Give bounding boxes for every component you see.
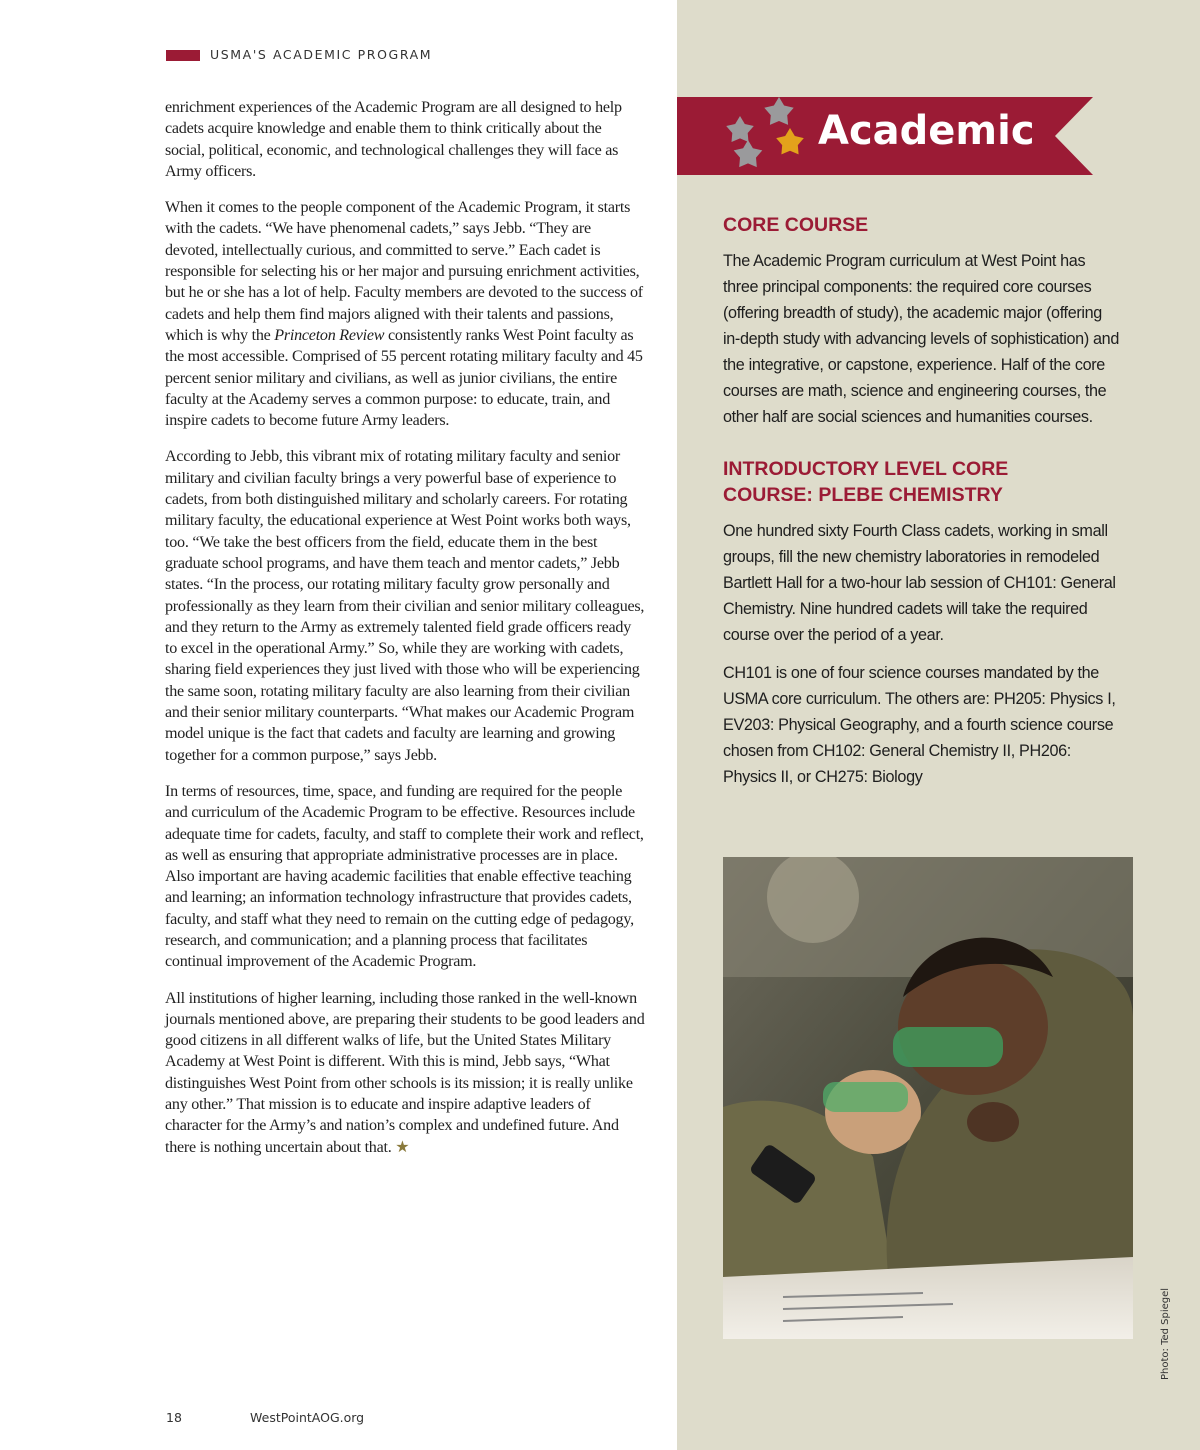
safety-goggles bbox=[823, 1082, 908, 1112]
sidebar-paragraph: CH101 is one of four science courses mandated by the USMA core curriculum. The others are: PH205: Physics I, EV203: Physical Geography, and a fourth science course chosen from CH102: General Chemistry II, PH206: Physics II, or CH275: Biology bbox=[723, 664, 1116, 786]
photo-credit: Photo: Ted Spiegel bbox=[1160, 1287, 1171, 1380]
sidebar-heading: CORE COURSE bbox=[723, 214, 869, 236]
safety-goggles bbox=[893, 1027, 1003, 1067]
article-paragraph: According to Jebb, this vibrant mix of rotating military faculty and senior military and civilian faculty brings a very powerful base of experience to cadets, from both distinguished military and scholarly careers. For rotating military faculty, the educational experience at West Point works both ways, too. “We take the best officers from the field, educate them in the best graduate school programs, and have them teach and mentor cadets,” Jebb states. “In the process, our rotating military faculty grow personally and professionally as they learn from their civilian and senior military colleagues, and they return to the Army as extremely talented field grade officers ready to excel in the operational Army.” So, while they are working with cadets, sharing field experiences they just lived with those who will be experiencing the same soon, rotating military faculty are also learning from their civilian and their senior military counterparts. “What makes our Academic Program model unique is the fact that cadets and faculty are learning and growing together for a common purpose,” says Jebb. bbox=[165, 448, 645, 764]
article-paragraph: enrichment experiences of the Academic Program are all designed to help cadets acquire knowledge and enable them to think critically about the social, political, economic, and technological challenges they will face as Army officers. bbox=[165, 99, 622, 180]
sidebar-content bbox=[723, 212, 1123, 802]
article-paragraph bbox=[165, 988, 645, 1158]
header-accent-bar bbox=[166, 50, 200, 61]
footer-website: WestPointAOG.org bbox=[250, 1410, 365, 1425]
end-star-icon: ★ bbox=[395, 1138, 410, 1156]
banner-title: Academic bbox=[818, 108, 1035, 154]
cadet-hand bbox=[967, 1102, 1019, 1142]
sidebar-paragraph: One hundred sixty Fourth Class cadets, working in small groups, fill the new chemistry laboratories in remodeled Bartlett Hall for a two-hour lab session of CH101: General Chemistry. Nine hundred cadets will take the required course over the period of a year. bbox=[723, 522, 1116, 644]
paragraph-text: When it comes to the people component of the Academic Program, it starts with the cadets. “We have phenomenal cadets,” says Jebb. “They are devoted, intellectually curious, and committed to serve.” Each cadet is responsible for selecting his or her major and pursuing enrichment activities, but he or she has a lot of help. Faculty members are devoted to the success of cadets and help them find majors aligned with their talents and passions, which is why the bbox=[165, 199, 643, 344]
section-header: USMA'S ACADEMIC PROGRAM bbox=[210, 47, 433, 62]
paragraph-text: consistently ranks West Point faculty as the most accessible. Comprised of 55 percent rotating military faculty and 45 percent senior military and civilians, as well as junior civilians, the entire faculty at the Academy serves a common purpose: to educate, train, and inspire cadets to become future Army leaders. bbox=[165, 326, 643, 430]
paragraph-text: All institutions of higher learning, including those ranked in the well-known journals mentioned above, are preparing their students to be good leaders and good citizens in all different walks of life, but the United States Military Academy at West Point is different. With this is mind, Jebb says, “What distinguishes West Point from other schools is its mission; it is really unlike any other.” That mission is to educate and inspire adaptive leaders of character for the Army’s and nation’s complex and undefined future. And there is nothing uncertain about that. bbox=[165, 989, 645, 1156]
article-paragraph: In terms of resources, time, space, and funding are required for the people and curriculum of the Academic Program to be effective. Resources include adequate time for cadets, faculty, and staff to complete their work and reflect, as well as ensuring that appropriate administrative processes are in place. Also important are having academic facilities that enable effective teaching and learning; an information technology infrastructure that provides cadets, faculty, and staff what they need to remain on the cutting edge of pedagogy, research, and communication; and a planning process that facilitates continual improvement of the Academic Program. bbox=[165, 782, 644, 971]
sidebar-paragraph: The Academic Program curriculum at West Point has three principal components: the required core courses (offering breadth of study), the academic major (offering in-depth study with advancing levels of sophistication) and the integrative, or capstone, experience. Half of the core courses are math, science and engineering courses, the other half are social sciences and humanities courses. bbox=[723, 252, 1119, 426]
article-body bbox=[165, 97, 645, 1173]
article-paragraph bbox=[165, 197, 645, 431]
page-number: 18 bbox=[166, 1410, 182, 1425]
sidebar-heading: INTRODUCTORY LEVEL CORE COURSE: PLEBE CHEMISTRY bbox=[723, 458, 1009, 506]
chemistry-lab-photo bbox=[723, 857, 1133, 1339]
publication-title: Princeton Review bbox=[274, 326, 385, 344]
